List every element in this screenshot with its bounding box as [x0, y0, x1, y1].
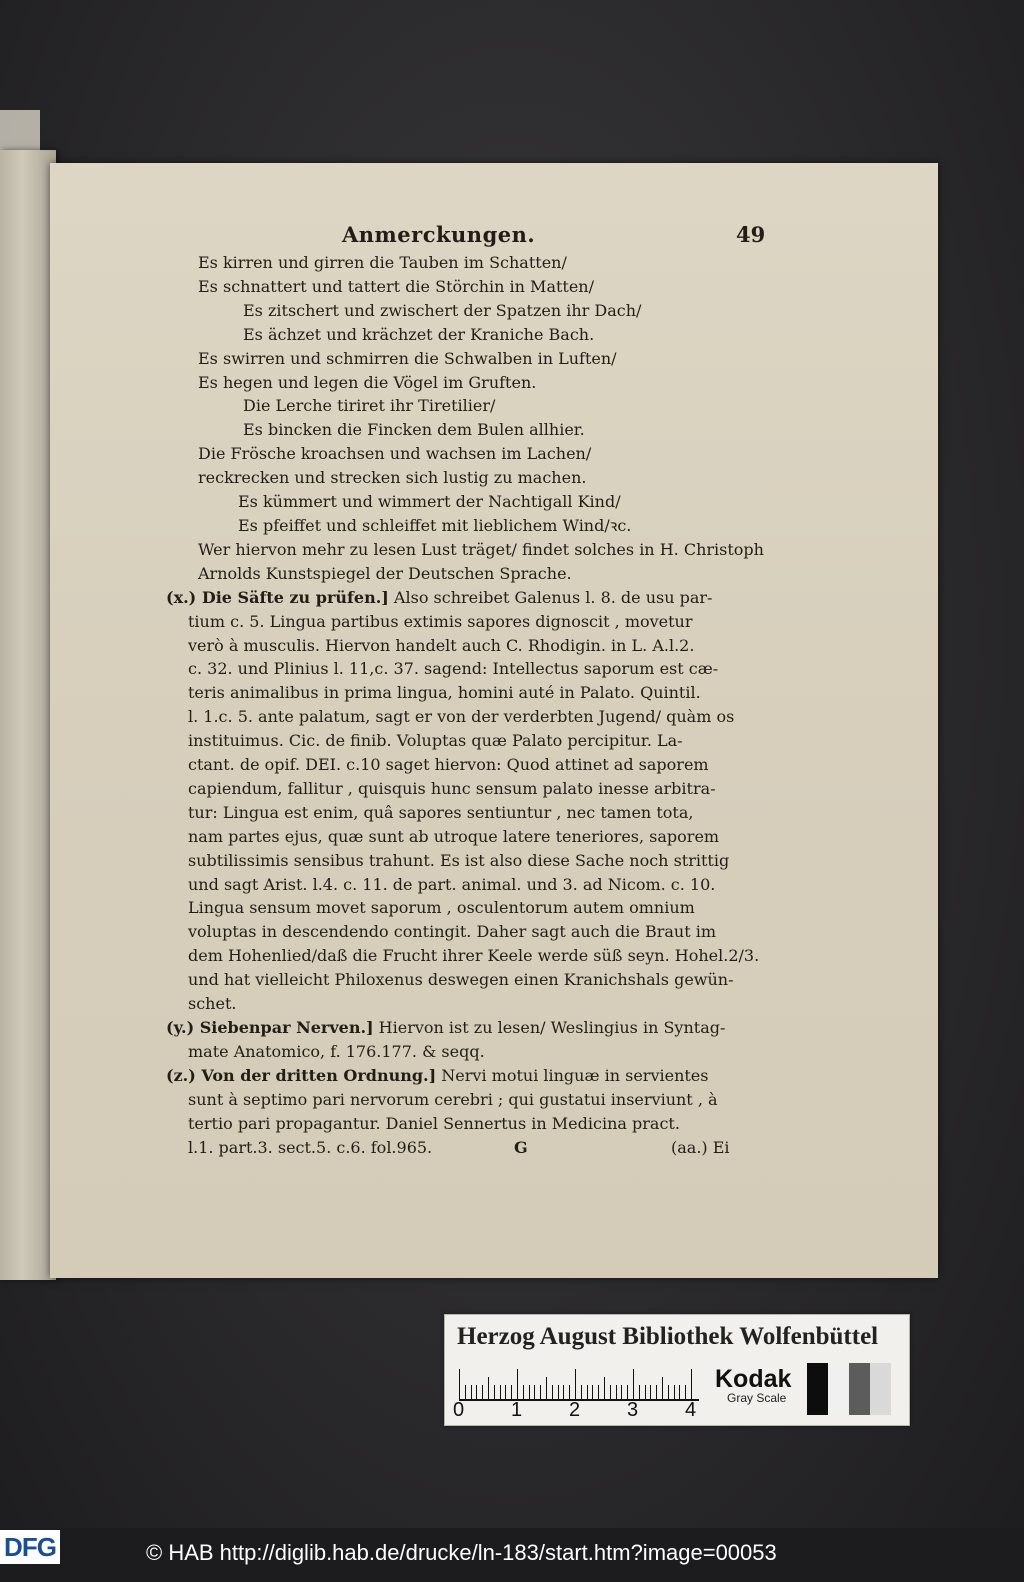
- card-title: Herzog August Bibliothek Wolfenbüttel: [457, 1323, 879, 1350]
- note-line: [116, 873, 776, 897]
- note-text: sunt à septimo pari nervorum cerebri ; qui gustatui inserviunt , à: [188, 1089, 718, 1109]
- ruler-label: 2: [569, 1399, 581, 1421]
- ruler-tick: [587, 1385, 588, 1399]
- book-page: [50, 163, 938, 1278]
- verse-line: Es zitschert und zwischert der Spatzen ihr Dach/: [243, 300, 642, 320]
- ruler-tick: [604, 1377, 605, 1399]
- verse-line: Arnolds Kunstspiegel der Deutschen Sprache.: [198, 563, 572, 583]
- ruler-tick: [639, 1385, 640, 1399]
- ruler-tick: [476, 1385, 477, 1399]
- note-line: [116, 1112, 776, 1136]
- credit-link[interactable]: © HAB http://diglib.hab.de/drucke/ln-183/start.htm?image=00053: [146, 1540, 777, 1565]
- note-label: (y.) Siebenpar Nerven.]: [166, 1018, 374, 1037]
- note-text: capiendum, fallitur , quisquis hunc sensum palato inesse arbitra-: [188, 778, 716, 798]
- note-text: Hiervon ist zu lesen/ Weslingius in Syntag-: [373, 1018, 726, 1037]
- ruler-tick: [511, 1385, 512, 1399]
- ruler-tick: [598, 1385, 599, 1399]
- note-text: Lingua sensum movet saporum , osculentorum autem omnium: [188, 898, 695, 918]
- ruler-tick: [581, 1385, 582, 1399]
- note-text: und sagt Arist. l.4. c. 11. de part. animal. und 3. ad Nicom. c. 10.: [188, 874, 716, 894]
- ruler-tick: [592, 1385, 593, 1399]
- ruler-tick: [540, 1385, 541, 1399]
- note-line: [116, 992, 776, 1016]
- note-text: verò à musculis. Hiervon handelt auch C. Rhodigin. in L. A.l.2.: [188, 635, 695, 655]
- ruler-tick: [650, 1385, 651, 1399]
- gray-scale-patches: [807, 1363, 891, 1415]
- running-head: Anmerckungen.: [342, 222, 536, 247]
- gray-patch: [828, 1363, 849, 1415]
- ruler-tick: [679, 1385, 680, 1399]
- note-line: [116, 849, 776, 873]
- page-header: [116, 223, 776, 251]
- note-text: und hat vielleicht Philoxenus deswegen einen Kranichshals gewün-: [188, 970, 734, 990]
- note-line: [116, 1088, 776, 1112]
- note-line: [116, 825, 776, 849]
- note-line: [116, 1064, 776, 1088]
- ruler-label: 0: [453, 1399, 465, 1421]
- note-text: instituimus. Cic. de finib. Voluptas quæ Palato percipitur. La-: [188, 731, 683, 751]
- note-line: [116, 1040, 776, 1064]
- note-text: Nervi motui linguæ in servientes: [436, 1065, 709, 1085]
- note-line: [116, 801, 776, 825]
- ruler-label: 1: [511, 1399, 523, 1421]
- verse-line: reckrecken und strecken sich lustig zu machen.: [198, 468, 587, 488]
- ruler-scale: [459, 1365, 699, 1401]
- ruler-tick: [500, 1385, 501, 1399]
- ruler-tick: [616, 1385, 617, 1399]
- kodak-logo: Kodak: [715, 1365, 792, 1393]
- ruler-tick: [459, 1369, 460, 1399]
- color-reference-card: [444, 1314, 910, 1426]
- note-text: schet.: [188, 994, 237, 1014]
- ruler-tick: [494, 1385, 495, 1399]
- previous-page-edge: [0, 150, 56, 1280]
- note-line: [116, 944, 776, 968]
- ruler-tick: [627, 1385, 628, 1399]
- verse-block: [116, 251, 776, 586]
- ruler-tick: [575, 1369, 576, 1399]
- note-text: ctant. de opif. DEI. c.10 saget hiervon: Quod attinet ad saporem: [188, 755, 709, 775]
- ruler-label: 3: [627, 1399, 639, 1421]
- note-line: [116, 753, 776, 777]
- note-text: nam partes ejus, quæ sunt ab utroque latere teneriores, saporem: [188, 826, 720, 846]
- note-text: tertio pari propagantur. Daniel Sennertus in Medicina pract.: [188, 1113, 680, 1133]
- ruler-tick: [529, 1385, 530, 1399]
- note-text: voluptas in descendendo contingit. Daher sagt auch die Braut im: [188, 922, 716, 942]
- note-line: [116, 657, 776, 681]
- note-line: [116, 705, 776, 729]
- note-label: (z.) Von der dritten Ordnung.]: [166, 1065, 437, 1085]
- previous-page-corner: [0, 110, 40, 150]
- gray-patch: [870, 1363, 891, 1415]
- ruler-tick: [505, 1385, 506, 1399]
- verse-line: Wer hiervon mehr zu lesen Lust träget/ findet solches in H. Christoph: [198, 539, 764, 559]
- verse-line: Die Frösche kroachsen und wachsen im Lachen/: [198, 444, 592, 464]
- catchword: (aa.) Ei: [671, 1137, 730, 1157]
- ruler-tick: [674, 1385, 675, 1399]
- gray-patch: [849, 1363, 870, 1415]
- note-text: Also schreibet Galenus l. 8. de usu par-: [388, 587, 713, 607]
- note-text: tur: Lingua est enim, quâ sapores sentiuntur , nec tamen tota,: [188, 802, 694, 822]
- ruler-tick: [471, 1385, 472, 1399]
- note-line: [116, 729, 776, 753]
- ruler-tick: [656, 1385, 657, 1399]
- verse-line: Es hegen und legen die Vögel im Gruften.: [198, 372, 537, 392]
- ruler-tick: [523, 1385, 524, 1399]
- gray-scale-label: Gray Scale: [727, 1391, 787, 1405]
- note-line: [116, 586, 776, 610]
- verse-line: Es schnattert und tattert die Störchin in Matten/: [198, 276, 594, 296]
- note-line: [116, 681, 776, 705]
- note-text: dem Hohenlied/daß die Frucht ihrer Keele werde süß seyn. Hohel.2/3.: [188, 946, 760, 966]
- verse-line: Die Lerche tiriret ihr Tiretilier/: [243, 396, 496, 416]
- ruler-tick: [668, 1385, 669, 1399]
- ruler-labels: [453, 1399, 703, 1421]
- note-text: subtilissimis sensibus trahunt. Es ist also diese Sache noch strittig: [188, 850, 730, 870]
- note-line: [116, 968, 776, 992]
- note-text: tium c. 5. Lingua partibus extimis sapores dignoscit , movetur: [188, 611, 693, 631]
- ruler-tick: [534, 1385, 535, 1399]
- ruler-tick: [482, 1385, 483, 1399]
- ruler-tick: [633, 1369, 634, 1399]
- verse-line: Es kümmert und wimmert der Nachtigall Kind/: [238, 492, 621, 512]
- ruler-tick: [569, 1385, 570, 1399]
- ruler-tick: [685, 1385, 686, 1399]
- ruler-tick: [691, 1369, 692, 1399]
- gray-patch: [807, 1363, 828, 1415]
- ruler-tick: [645, 1385, 646, 1399]
- note-line: [116, 920, 776, 944]
- footer-reference: l.1. part.3. sect.5. c.6. fol.965.: [188, 1137, 433, 1157]
- ruler-tick: [517, 1369, 518, 1399]
- verse-line: Es kirren und girren die Tauben im Schatten/: [198, 253, 567, 272]
- note-line: [116, 610, 776, 634]
- verse-line: Es swirren und schmirren die Schwalben in Luften/: [198, 348, 617, 368]
- ruler-tick: [610, 1385, 611, 1399]
- ruler-tick: [563, 1385, 564, 1399]
- notes-block: [116, 586, 776, 1136]
- signature-mark: G: [514, 1137, 528, 1157]
- note-line: [116, 1016, 776, 1040]
- ruler-tick: [621, 1385, 622, 1399]
- verse-line: Es pfeiffet und schleiffet mit lieblichem Wind/ꝛc.: [238, 515, 632, 535]
- dfg-logo: DFG: [0, 1530, 60, 1564]
- ruler-tick: [465, 1385, 466, 1399]
- verse-line: Es bincken die Fincken dem Bulen allhier.: [243, 420, 585, 440]
- note-line: [116, 896, 776, 920]
- verse-line: Es ächzet und krächzet der Kraniche Bach.: [243, 324, 595, 344]
- page-footer: [116, 1136, 776, 1160]
- page-text: [116, 223, 776, 1160]
- note-text: mate Anatomico, f. 176.177. & seqq.: [188, 1041, 485, 1061]
- ruler-tick: [488, 1377, 489, 1399]
- page-number: 49: [736, 222, 766, 247]
- ruler-tick: [546, 1377, 547, 1399]
- note-text: teris animalibus in prima lingua, homini auté in Palato. Quintil.: [188, 683, 701, 703]
- note-label: (x.) Die Säfte zu prüfen.]: [166, 587, 389, 607]
- ruler-tick: [552, 1385, 553, 1399]
- note-line: [116, 634, 776, 658]
- ruler-tick: [558, 1385, 559, 1399]
- ruler-label: 4: [685, 1399, 697, 1421]
- ruler-tick: [662, 1377, 663, 1399]
- note-text: c. 32. und Plinius l. 11,c. 37. sagend: Intellectus saporum est cæ-: [188, 659, 719, 679]
- note-text: l. 1.c. 5. ante palatum, sagt er von der verderbten Jugend/ quàm os: [188, 707, 735, 727]
- note-line: [116, 777, 776, 801]
